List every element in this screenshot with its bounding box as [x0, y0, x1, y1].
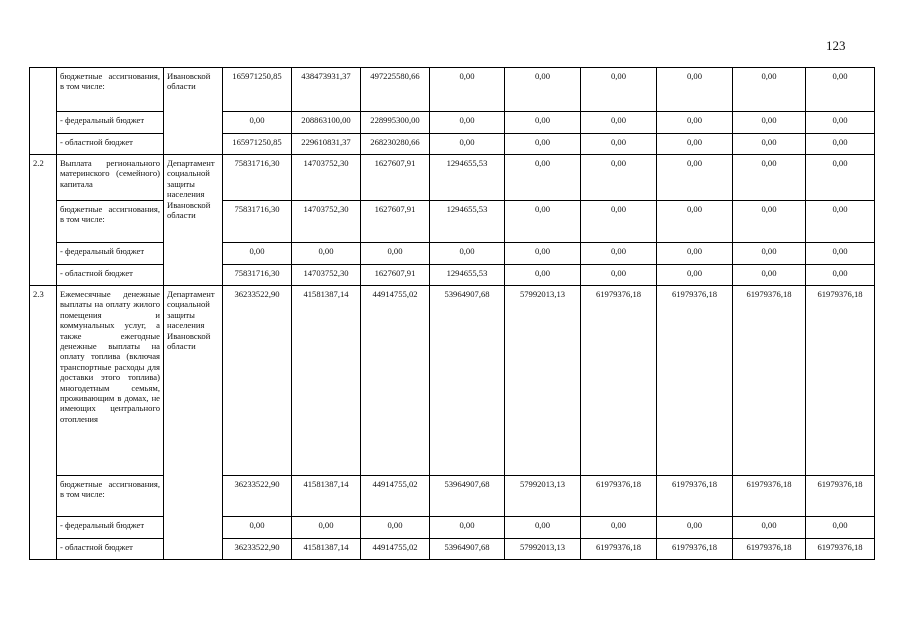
value-cell: 0,00 [430, 517, 505, 539]
value-cell: 0,00 [657, 265, 733, 286]
value-cell: 0,00 [657, 112, 733, 134]
table-row [30, 286, 875, 476]
value-cell: 0,00 [581, 68, 657, 112]
value-cell: 44914755,02 [361, 476, 430, 517]
value-cell: 0,00 [292, 517, 361, 539]
value-cell: 0,00 [657, 155, 733, 201]
value-cell: 0,00 [581, 155, 657, 201]
value-cell: 0,00 [430, 68, 505, 112]
value-cell: 0,00 [505, 134, 581, 155]
value-cell: 61979376,18 [806, 539, 875, 560]
table-row [30, 265, 875, 286]
row-index: 2.3 [30, 286, 57, 560]
row-name: - федеральный бюджет [57, 517, 164, 539]
value-cell: 1294655,53 [430, 201, 505, 243]
value-cell: 0,00 [292, 243, 361, 265]
row-executor [164, 155, 223, 286]
value-cell: 0,00 [430, 134, 505, 155]
value-cell: 228995300,00 [361, 112, 430, 134]
value-cell: 0,00 [430, 112, 505, 134]
value-cell: 0,00 [361, 517, 430, 539]
value-cell: 0,00 [505, 265, 581, 286]
value-cell: 1294655,53 [430, 155, 505, 201]
value-cell: 57992013,13 [505, 539, 581, 560]
value-cell: 53964907,68 [430, 476, 505, 517]
value-cell: 0,00 [806, 517, 875, 539]
value-cell: 0,00 [806, 134, 875, 155]
value-cell: 1627607,91 [361, 155, 430, 201]
table-row [30, 112, 875, 134]
value-cell: 0,00 [505, 243, 581, 265]
value-cell: 0,00 [733, 155, 806, 201]
value-cell: 41581387,14 [292, 286, 361, 476]
value-cell: 0,00 [581, 517, 657, 539]
value-cell: 0,00 [505, 517, 581, 539]
value-cell: 61979376,18 [733, 286, 806, 476]
value-cell: 36233522,90 [223, 539, 292, 560]
value-cell: 61979376,18 [581, 539, 657, 560]
value-cell: 0,00 [581, 112, 657, 134]
value-cell: 0,00 [223, 243, 292, 265]
value-cell: 0,00 [806, 201, 875, 243]
value-cell: 61979376,18 [733, 476, 806, 517]
row-name: Ежемесячные денежные выплаты на оплату жилого помещения и коммунальных услуг, а также ежегодные денежные выплаты на оплату топлива (включая транспортные расходы для доставки этого топлива) многодетным семьям, проживающим в домах, не имеющих центрального отопления [57, 286, 164, 476]
value-cell: 0,00 [733, 68, 806, 112]
table-row [30, 68, 875, 112]
value-cell: 1294655,53 [430, 265, 505, 286]
value-cell: 75831716,30 [223, 265, 292, 286]
executor-line: Департамент социальной защиты населения [167, 158, 215, 200]
value-cell: 61979376,18 [657, 539, 733, 560]
table-row [30, 243, 875, 265]
value-cell: 0,00 [581, 243, 657, 265]
value-cell: 61979376,18 [733, 539, 806, 560]
value-cell: 0,00 [733, 517, 806, 539]
value-cell: 53964907,68 [430, 286, 505, 476]
table-row [30, 134, 875, 155]
value-cell: 44914755,02 [361, 286, 430, 476]
value-cell: 0,00 [806, 265, 875, 286]
value-cell: 0,00 [657, 68, 733, 112]
value-cell: 57992013,13 [505, 476, 581, 517]
row-name: бюджетные ассигнования, в том числе: [57, 68, 164, 112]
value-cell: 0,00 [806, 112, 875, 134]
row-name: - областной бюджет [57, 134, 164, 155]
table-row [30, 539, 875, 560]
value-cell: 75831716,30 [223, 155, 292, 201]
value-cell: 0,00 [806, 243, 875, 265]
value-cell: 0,00 [733, 201, 806, 243]
value-cell: 0,00 [505, 68, 581, 112]
value-cell: 438473931,37 [292, 68, 361, 112]
value-cell: 57992013,13 [505, 286, 581, 476]
value-cell: 0,00 [361, 243, 430, 265]
value-cell: 36233522,90 [223, 476, 292, 517]
value-cell: 0,00 [733, 265, 806, 286]
value-cell: 61979376,18 [657, 286, 733, 476]
value-cell: 1627607,91 [361, 265, 430, 286]
table-row [30, 201, 875, 243]
value-cell: 0,00 [223, 517, 292, 539]
value-cell: 0,00 [657, 243, 733, 265]
value-cell: 61979376,18 [657, 476, 733, 517]
value-cell: 14703752,30 [292, 201, 361, 243]
value-cell: 0,00 [733, 134, 806, 155]
value-cell: 165971250,85 [223, 68, 292, 112]
value-cell: 165971250,85 [223, 134, 292, 155]
row-executor: Ивановской области [164, 68, 223, 155]
value-cell: 53964907,68 [430, 539, 505, 560]
row-index [30, 68, 57, 155]
value-cell: 61979376,18 [581, 476, 657, 517]
value-cell: 0,00 [430, 243, 505, 265]
value-cell: 61979376,18 [806, 476, 875, 517]
value-cell: 497225580,66 [361, 68, 430, 112]
value-cell: 0,00 [223, 112, 292, 134]
value-cell: 229610831,37 [292, 134, 361, 155]
row-name: - областной бюджет [57, 539, 164, 560]
value-cell: 0,00 [733, 243, 806, 265]
row-name: бюджетные ассигнования, в том числе: [57, 201, 164, 243]
row-index: 2.2 [30, 155, 57, 286]
value-cell: 14703752,30 [292, 265, 361, 286]
row-executor: Департамент социальной защиты населения Ивановской области [164, 286, 223, 560]
value-cell: 208863100,00 [292, 112, 361, 134]
value-cell: 0,00 [733, 112, 806, 134]
value-cell: 0,00 [581, 201, 657, 243]
table-row [30, 517, 875, 539]
value-cell: 36233522,90 [223, 286, 292, 476]
value-cell: 0,00 [505, 201, 581, 243]
row-name: - федеральный бюджет [57, 243, 164, 265]
row-name: бюджетные ассигнования, в том числе: [57, 476, 164, 517]
value-cell: 1627607,91 [361, 201, 430, 243]
row-name: - федеральный бюджет [57, 112, 164, 134]
table-row [30, 476, 875, 517]
value-cell: 0,00 [657, 134, 733, 155]
value-cell: 61979376,18 [806, 286, 875, 476]
value-cell: 0,00 [806, 155, 875, 201]
value-cell: 61979376,18 [581, 286, 657, 476]
row-name: - областной бюджет [57, 265, 164, 286]
value-cell: 268230280,66 [361, 134, 430, 155]
table-row [30, 155, 875, 201]
value-cell: 0,00 [657, 517, 733, 539]
row-name: Выплата регионального материнского (семейного) капитала [57, 155, 164, 201]
value-cell: 75831716,30 [223, 201, 292, 243]
executor-line: Ивановской области [167, 199, 211, 221]
value-cell: 0,00 [806, 68, 875, 112]
page-number: 123 [826, 38, 846, 53]
value-cell: 0,00 [657, 201, 733, 243]
value-cell: 41581387,14 [292, 539, 361, 560]
value-cell: 0,00 [581, 265, 657, 286]
value-cell: 41581387,14 [292, 476, 361, 517]
budget-table [29, 67, 875, 560]
value-cell: 44914755,02 [361, 539, 430, 560]
value-cell: 0,00 [505, 155, 581, 201]
value-cell: 14703752,30 [292, 155, 361, 201]
value-cell: 0,00 [581, 134, 657, 155]
value-cell: 0,00 [505, 112, 581, 134]
